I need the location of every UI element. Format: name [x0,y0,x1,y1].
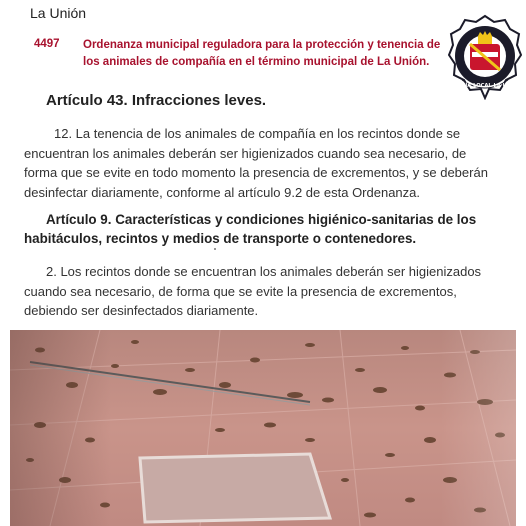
article-9-heading: Artículo 9. Características y condiciones higiénico-sanitarias de los habitáculos, recintos y medios de transporte o contenedores. [24,212,477,246]
article-43-paragraph: 12. La tenencia de los animales de compañía en los recintos donde se encuentran los animales deberán ser higienizados cuando sea necesario, de forma que se evite en todo momento la presencia de excrementos, y se deberán desinfectar diariamente, conforme al artículo 9.2 de esta Ordenanza. [24,126,488,200]
ordinance-number: 4497 [34,38,60,50]
divider-dot [214,248,216,250]
ordinance-title: Ordenanza municipal reguladora para la protección y tenencia de los animales de compañía en el término municipal de La Unión. [83,39,441,68]
article-9-paragraph: 2. Los recintos donde se encuentran los animales deberán ser higienizados cuando sea necesario, de forma que se evite la presencia de excrementos, debiendo ser desinfectados diariamente. [24,264,482,318]
dirty-enclosure-photo [10,330,516,526]
badge-text: POLICÍA LOCAL LA UNIÓN [448,83,522,89]
article-43-heading: Artículo 43. Infracciones leves. [46,92,267,109]
town-name: La Unión [30,5,87,21]
police-badge-icon [448,14,522,100]
